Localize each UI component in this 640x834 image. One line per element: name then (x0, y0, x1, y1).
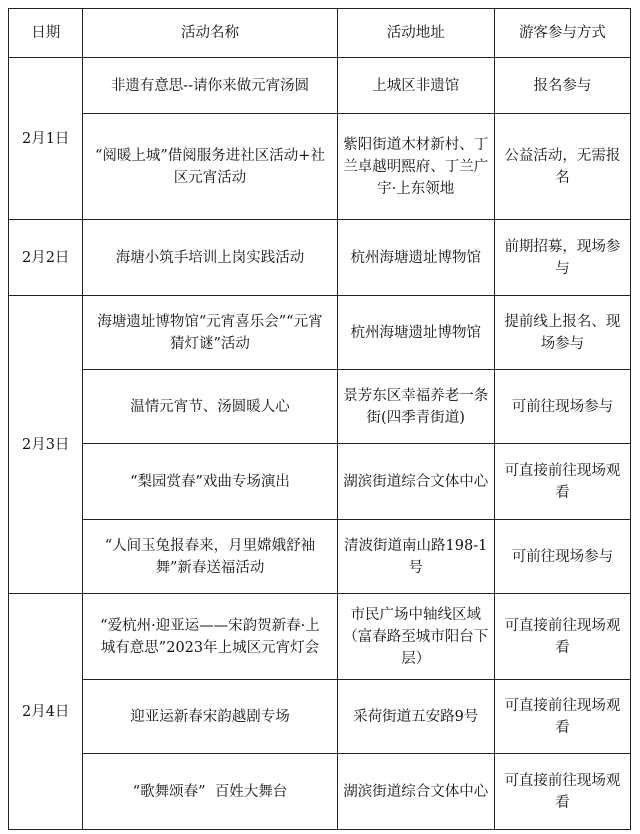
activity-address: 紫阳街道木材新村、丁兰卓越明熙府、丁兰广宇·上东领地 (337, 114, 494, 220)
activity-address: 市民广场中轴线区域（富春路至城市阳台下层） (337, 594, 494, 680)
date-cell: 2月4日 (9, 594, 83, 830)
activity-name: “人间玉兔报春来，月里嫦娥舒袖舞”新春送福活动 (83, 520, 337, 594)
header-row (9, 9, 631, 58)
activity-address: 杭州海塘遗址博物馆 (337, 220, 494, 296)
participation-mode: 前期招募，现场参与 (494, 220, 630, 296)
participation-mode: 可前往现场参与 (494, 370, 630, 444)
activity-name: 海塘遗址博物馆“元宵喜乐会”“元宵猜灯谜”活动 (83, 296, 337, 370)
table-row (9, 370, 631, 444)
table-row (9, 58, 631, 114)
participation-mode: 提前线上报名、现场参与 (494, 296, 630, 370)
participation-mode: 公益活动，无需报名 (494, 114, 630, 220)
activity-address: 清波街道南山路198-1号 (337, 520, 494, 594)
activity-name: 海塘小筑手培训上岗实践活动 (83, 220, 337, 296)
activity-name: “阅暖上城”借阅服务进社区活动+社区元宵活动 (83, 114, 337, 220)
activity-table (8, 8, 631, 830)
header-activity-address: 活动地址 (337, 9, 494, 58)
activity-name: 非遗有意思--请你来做元宵汤圆 (83, 58, 337, 114)
table-row (9, 594, 631, 680)
participation-mode: 可前往现场参与 (494, 520, 630, 594)
activity-name: “梨园赏春”戏曲专场演出 (83, 444, 337, 520)
date-cell: 2月1日 (9, 58, 83, 220)
activity-name: “爱杭州·迎亚运——宋韵贺新春·上城有意思”2023年上城区元宵灯会 (83, 594, 337, 680)
table-row (9, 680, 631, 754)
date-cell: 2月2日 (9, 220, 83, 296)
activity-address: 景芳东区幸福养老一条街(四季青街道) (337, 370, 494, 444)
header-activity-name: 活动名称 (83, 9, 337, 58)
table-row (9, 520, 631, 594)
table-row (9, 220, 631, 296)
participation-mode: 报名参与 (494, 58, 630, 114)
date-cell: 2月3日 (9, 296, 83, 594)
participation-mode: 可直接前往现场观看 (494, 754, 630, 830)
activity-address: 湖滨街道综合文体中心 (337, 444, 494, 520)
table-row (9, 114, 631, 220)
table-row (9, 296, 631, 370)
header-date: 日期 (9, 9, 83, 58)
activity-address: 采荷街道五安路9号 (337, 680, 494, 754)
table-row (9, 754, 631, 830)
activity-name: 迎亚运新春宋韵越剧专场 (83, 680, 337, 754)
table-row (9, 444, 631, 520)
activity-address: 杭州海塘遗址博物馆 (337, 296, 494, 370)
participation-mode: 可直接前往现场观看 (494, 680, 630, 754)
activity-name: “歌舞颂春” 百姓大舞台 (83, 754, 337, 830)
header-participation: 游客参与方式 (494, 9, 630, 58)
participation-mode: 可直接前往现场观看 (494, 444, 630, 520)
participation-mode: 可直接前往现场观看 (494, 594, 630, 680)
activity-address: 湖滨街道综合文体中心 (337, 754, 494, 830)
activity-name: 温情元宵节、汤圆暖人心 (83, 370, 337, 444)
activity-address: 上城区非遗馆 (337, 58, 494, 114)
